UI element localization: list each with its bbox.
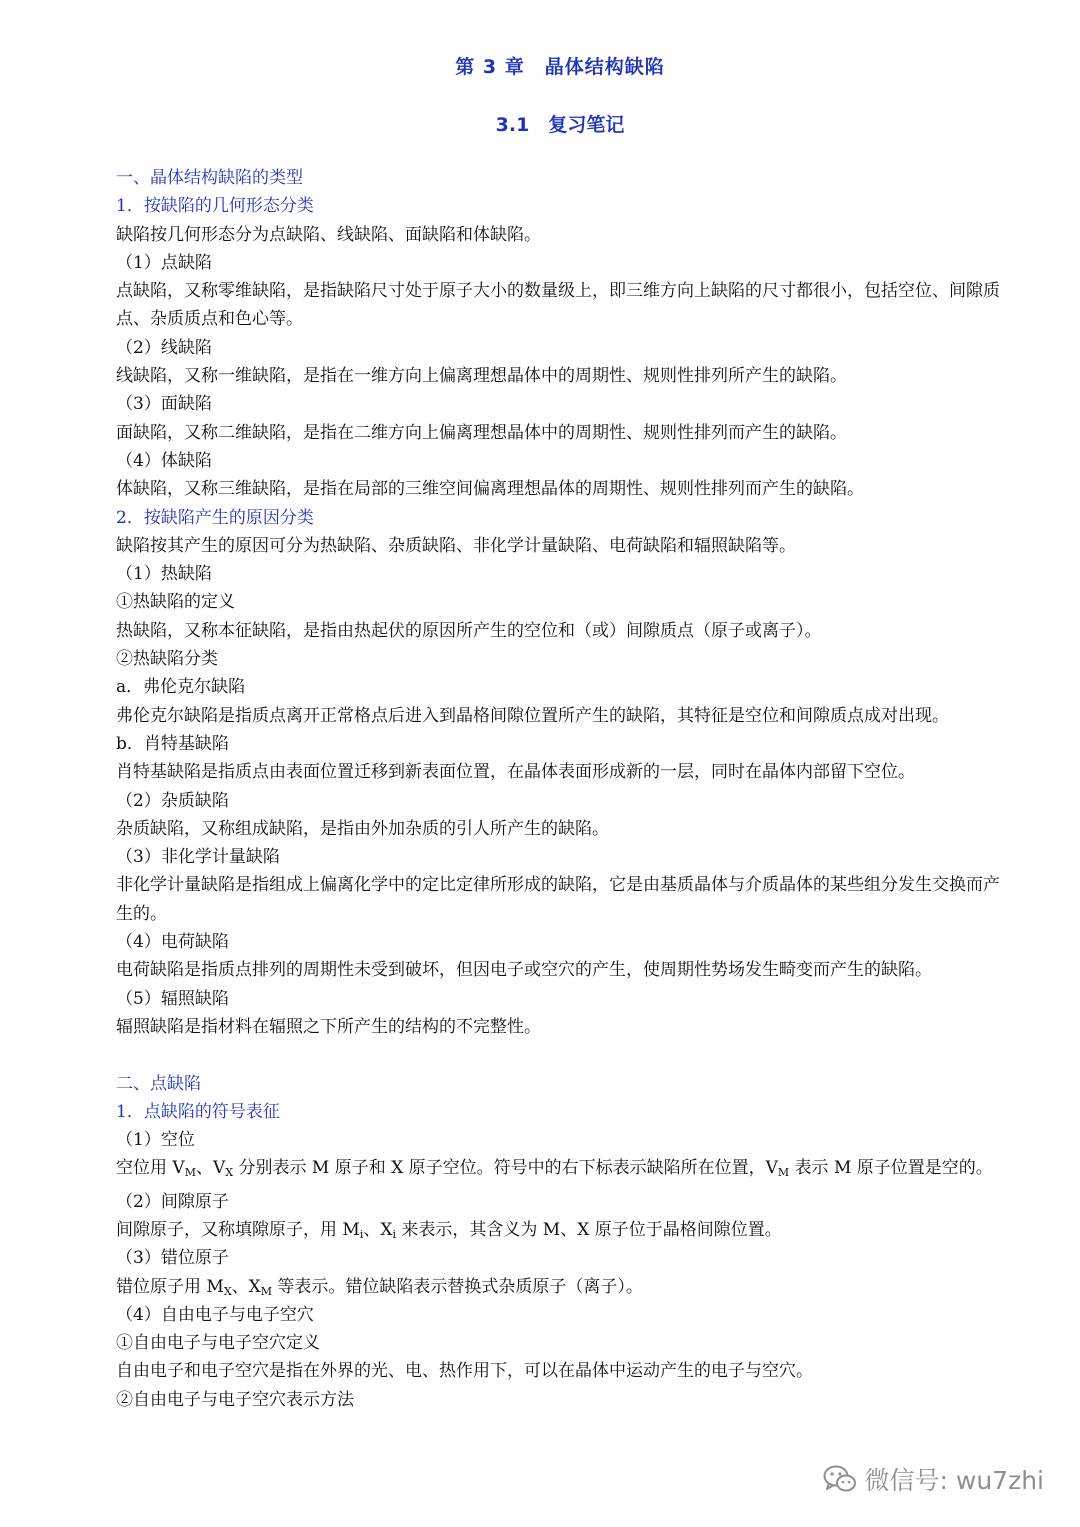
section-title: 3.1 复习笔记 <box>495 114 625 136</box>
item-title: （3）非化学计量缺陷 <box>116 847 280 868</box>
document-body <box>78 164 1008 1414</box>
paragraph: 非化学计量缺陷是指组成上偏离化学中的定比定律所形成的缺陷，它是由基质晶体与介质晶体的某些组分发生交换而产生的。 <box>116 875 1000 924</box>
paragraph: 热缺陷，又称本征缺陷，是指由热起伏的原因所产生的空位和（或）间隙质点（原子或离子）。 <box>116 620 822 641</box>
part1-heading: 一、晶体结构缺陷的类型 <box>116 168 303 188</box>
chapter-title: 第 3 章 晶体结构缺陷 <box>455 56 665 78</box>
item-title: （3）面缺陷 <box>116 394 212 415</box>
part2-subsection-1-title: 1．点缺陷的符号表征 <box>116 1101 280 1122</box>
watermark-text: 微信号: wu7zhi <box>864 1466 1044 1495</box>
item-title: ①热缺陷的定义 <box>116 592 235 613</box>
item-title: （4）自由电子与电子空穴 <box>116 1304 314 1325</box>
paragraph: 弗伦克尔缺陷是指质点离开正常格点后进入到晶格间隙位置所产生的缺陷，其特征是空位和间隙质点成对出现。 <box>116 705 949 726</box>
paragraph: 点缺陷，又称零维缺陷，是指缺陷尺寸处于原子大小的数量级上，即三维方向上缺陷的尺寸都很小，包括空位、间隙质点、杂质质点和色心等。 <box>116 281 1000 330</box>
paragraph: 自由电子和电子空穴是指在外界的光、电、热作用下，可以在晶体中运动产生的电子与空穴。 <box>116 1361 813 1382</box>
item-title: ②自由电子与电子空穴表示方法 <box>116 1389 354 1410</box>
part1-subsection-2-title: 2．按缺陷产生的原因分类 <box>116 507 314 528</box>
item-title: （4）体缺陷 <box>116 450 212 471</box>
item-title: （3）错位原子 <box>116 1248 229 1269</box>
paragraph: 缺陷按其产生的原因可分为热缺陷、杂质缺陷、非化学计量缺陷、电荷缺陷和辐照缺陷等。 <box>116 535 796 556</box>
paragraph: 电荷缺陷是指质点排列的周期性未受到破坏，但因电子或空穴的产生，使周期性势场发生畸变而产生的缺陷。 <box>116 960 932 981</box>
item-title: （5）辐照缺陷 <box>116 988 229 1009</box>
wechat-icon <box>823 1464 857 1494</box>
watermark <box>823 1461 1044 1497</box>
paragraph: 体缺陷，又称三维缺陷，是指在局部的三维空间偏离理想晶体的周期性、规则性排列而产生的缺陷。 <box>116 479 864 500</box>
paragraph: 间隙原子，又称填隙原子，用 $M_i$、$X_i$ 来表示，其含义为 M、X 原子位于晶格间隙位置。 <box>116 1219 782 1241</box>
item-title: （1）热缺陷 <box>116 564 212 585</box>
item-title: （2）线缺陷 <box>116 337 212 358</box>
item-title: （1）空位 <box>116 1130 195 1151</box>
paragraph: 缺陷按几何形态分为点缺陷、线缺陷、面缺陷和体缺陷。 <box>116 224 541 245</box>
item-title: a．弗伦克尔缺陷 <box>116 677 246 698</box>
item-title: ②热缺陷分类 <box>116 649 218 670</box>
item-title: （4）电荷缺陷 <box>116 932 229 953</box>
paragraph: 辐照缺陷是指材料在辐照之下所产生的结构的不完整性。 <box>116 1016 541 1037</box>
paragraph: 错位原子用 $M_X$、$X_M$ 等表示。错位缺陷表示替换式杂质原子（离子）。 <box>116 1276 643 1298</box>
paragraph: 肖特基缺陷是指质点由表面位置迁移到新表面位置，在晶体表面形成新的一层，同时在晶体内部留下空位。 <box>116 762 915 783</box>
section-gap <box>78 1041 1008 1069</box>
item-title: （2）间隙原子 <box>116 1191 229 1212</box>
item-title: ①自由电子与电子空穴定义 <box>116 1333 320 1354</box>
paragraph: 线缺陷，又称一维缺陷，是指在一维方向上偏离理想晶体中的周期性、规则性排列所产生的缺陷。 <box>116 366 847 387</box>
item-title: （2）杂质缺陷 <box>116 790 229 811</box>
item-title: （1）点缺陷 <box>116 252 212 273</box>
item-title: b．肖特基缺陷 <box>116 733 229 754</box>
paragraph: 面缺陷，又称二维缺陷，是指在二维方向上偏离理想晶体中的周期性、规则性排列而产生的缺陷。 <box>116 422 847 443</box>
paragraph: 空位用 $V_M$、$V_X$ 分别表示 M 原子和 X 原子空位。符号中的右下标表示缺陷所在位置，$V_M$ 表示 M 原子位置是空的。 <box>116 1158 993 1180</box>
paragraph: 杂质缺陷，又称组成缺陷，是指由外加杂质的引人所产生的缺陷。 <box>116 818 609 839</box>
part2-heading: 二、点缺陷 <box>116 1073 201 1094</box>
part1-subsection-1-title: 1．按缺陷的几何形态分类 <box>116 196 314 217</box>
